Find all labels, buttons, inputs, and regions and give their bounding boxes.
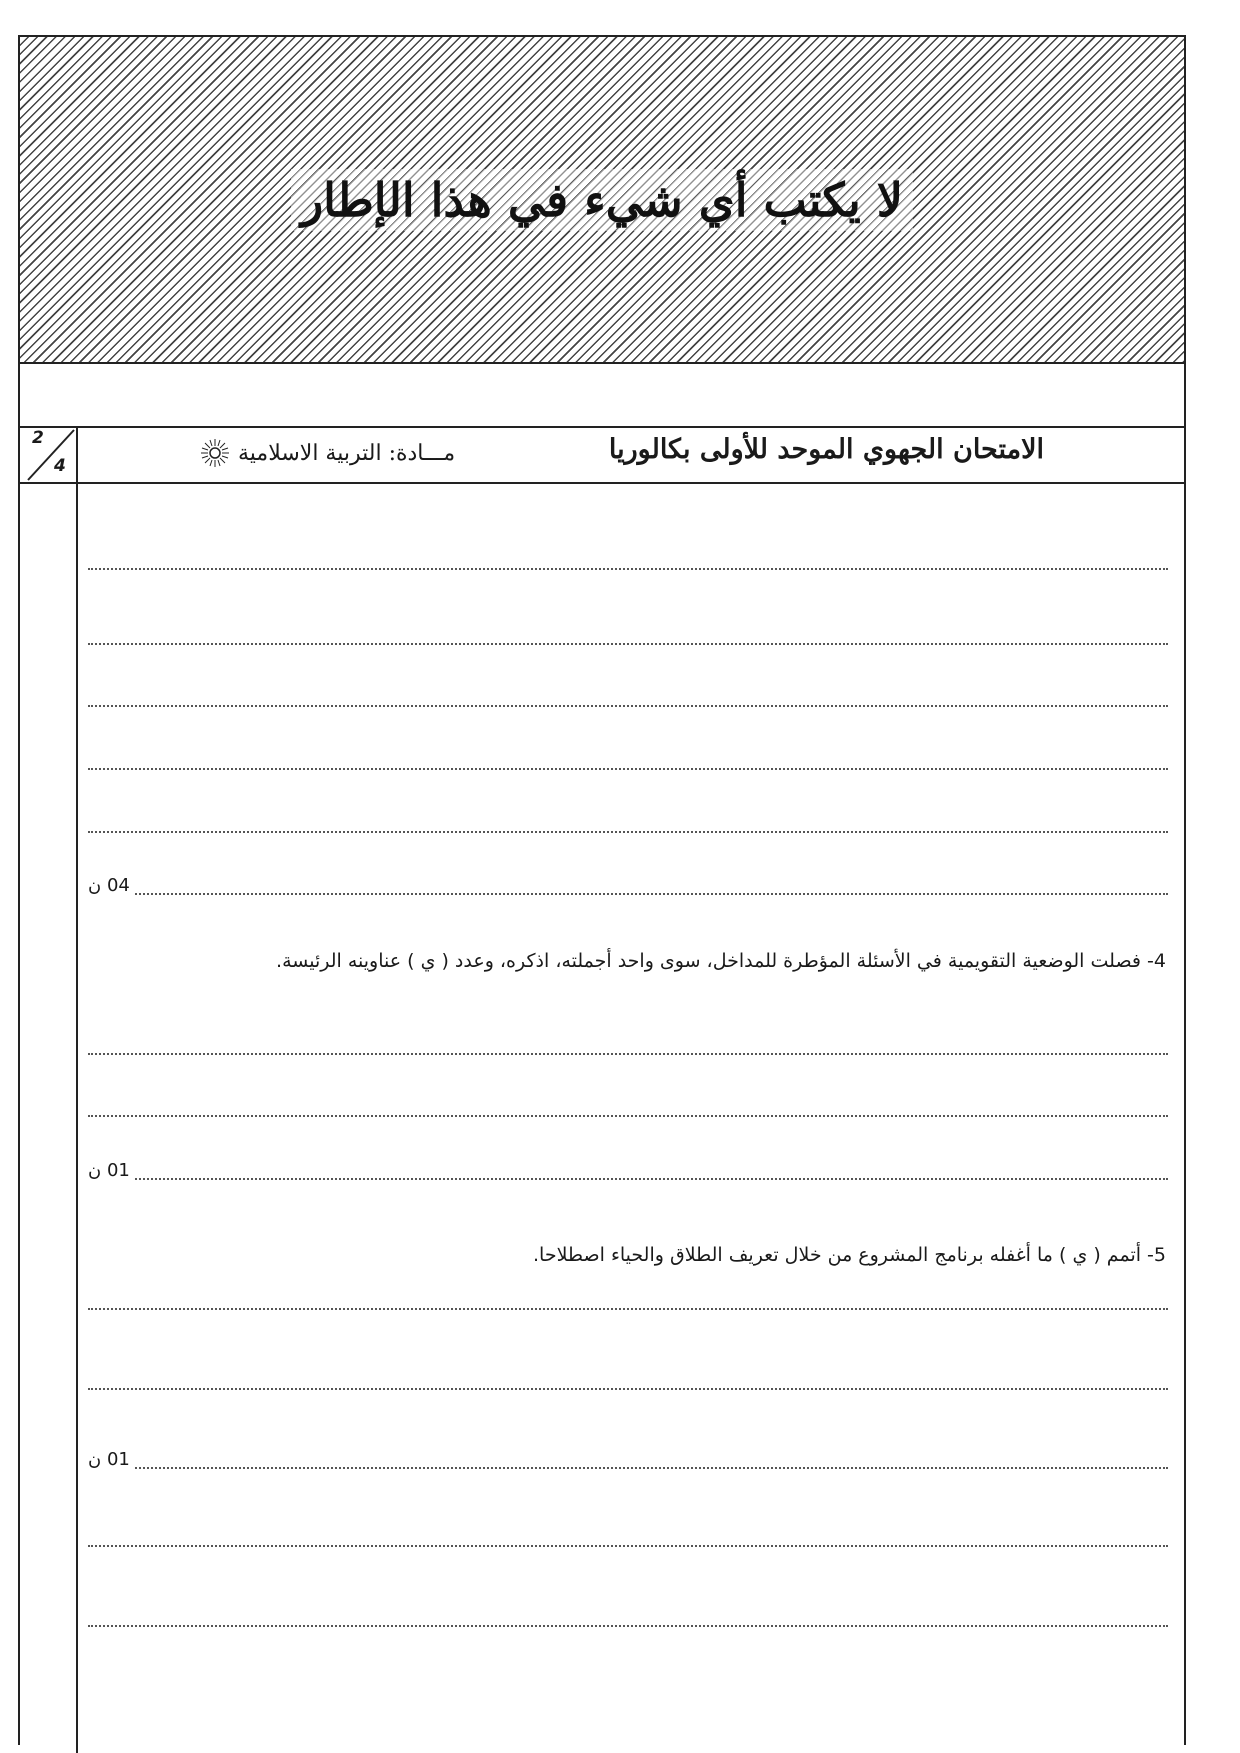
answer-line[interactable]	[88, 768, 1168, 770]
page-total: 4	[54, 456, 66, 476]
answer-line[interactable]	[88, 1115, 1168, 1117]
score-q5: 01 ن	[88, 1449, 134, 1470]
page-divider-slash	[20, 426, 78, 482]
exam-title: الامتحان الجهوي الموحد للأولى بكالوريا	[608, 434, 1044, 465]
answer-line[interactable]	[88, 1178, 1168, 1180]
answer-line[interactable]	[88, 1545, 1168, 1547]
answer-line[interactable]	[88, 643, 1168, 645]
banner-text: لا يكتب أي شيء في هذا الإطار	[291, 169, 913, 231]
subject-text: مـــادة: التربية الاسلامية	[238, 440, 456, 466]
answer-line[interactable]	[88, 1053, 1168, 1055]
answer-line[interactable]	[88, 705, 1168, 707]
page-number-box	[20, 426, 78, 482]
exam-header	[20, 426, 1184, 484]
page-current: 2	[32, 428, 44, 448]
answer-line[interactable]	[88, 1625, 1168, 1627]
answer-line[interactable]	[88, 1388, 1168, 1390]
answer-line[interactable]	[88, 568, 1168, 570]
score-q3: 04 ن	[88, 875, 134, 896]
answer-line[interactable]	[88, 1308, 1168, 1310]
question-5: 5- أتمم ( ي ) ما أغفله برنامج المشروع من خلال تعريف الطلاق والحياء اصطلاحا.	[533, 1244, 1166, 1266]
subject-label	[200, 438, 455, 468]
left-margin-line	[76, 482, 78, 1753]
blank-band	[20, 364, 1184, 428]
sun-icon	[200, 438, 230, 468]
answer-line[interactable]	[88, 893, 1168, 895]
question-4: 4- فصلت الوضعية التقويمية في الأسئلة المؤطرة للمداخل، سوى واحد أجملته، اذكره، وعدد ( ي ) عناوينه الرئيسة.	[276, 950, 1166, 972]
answer-line[interactable]	[88, 831, 1168, 833]
no-write-banner	[20, 37, 1184, 364]
answer-line[interactable]	[88, 1467, 1168, 1469]
score-q4: 01 ن	[88, 1160, 134, 1181]
